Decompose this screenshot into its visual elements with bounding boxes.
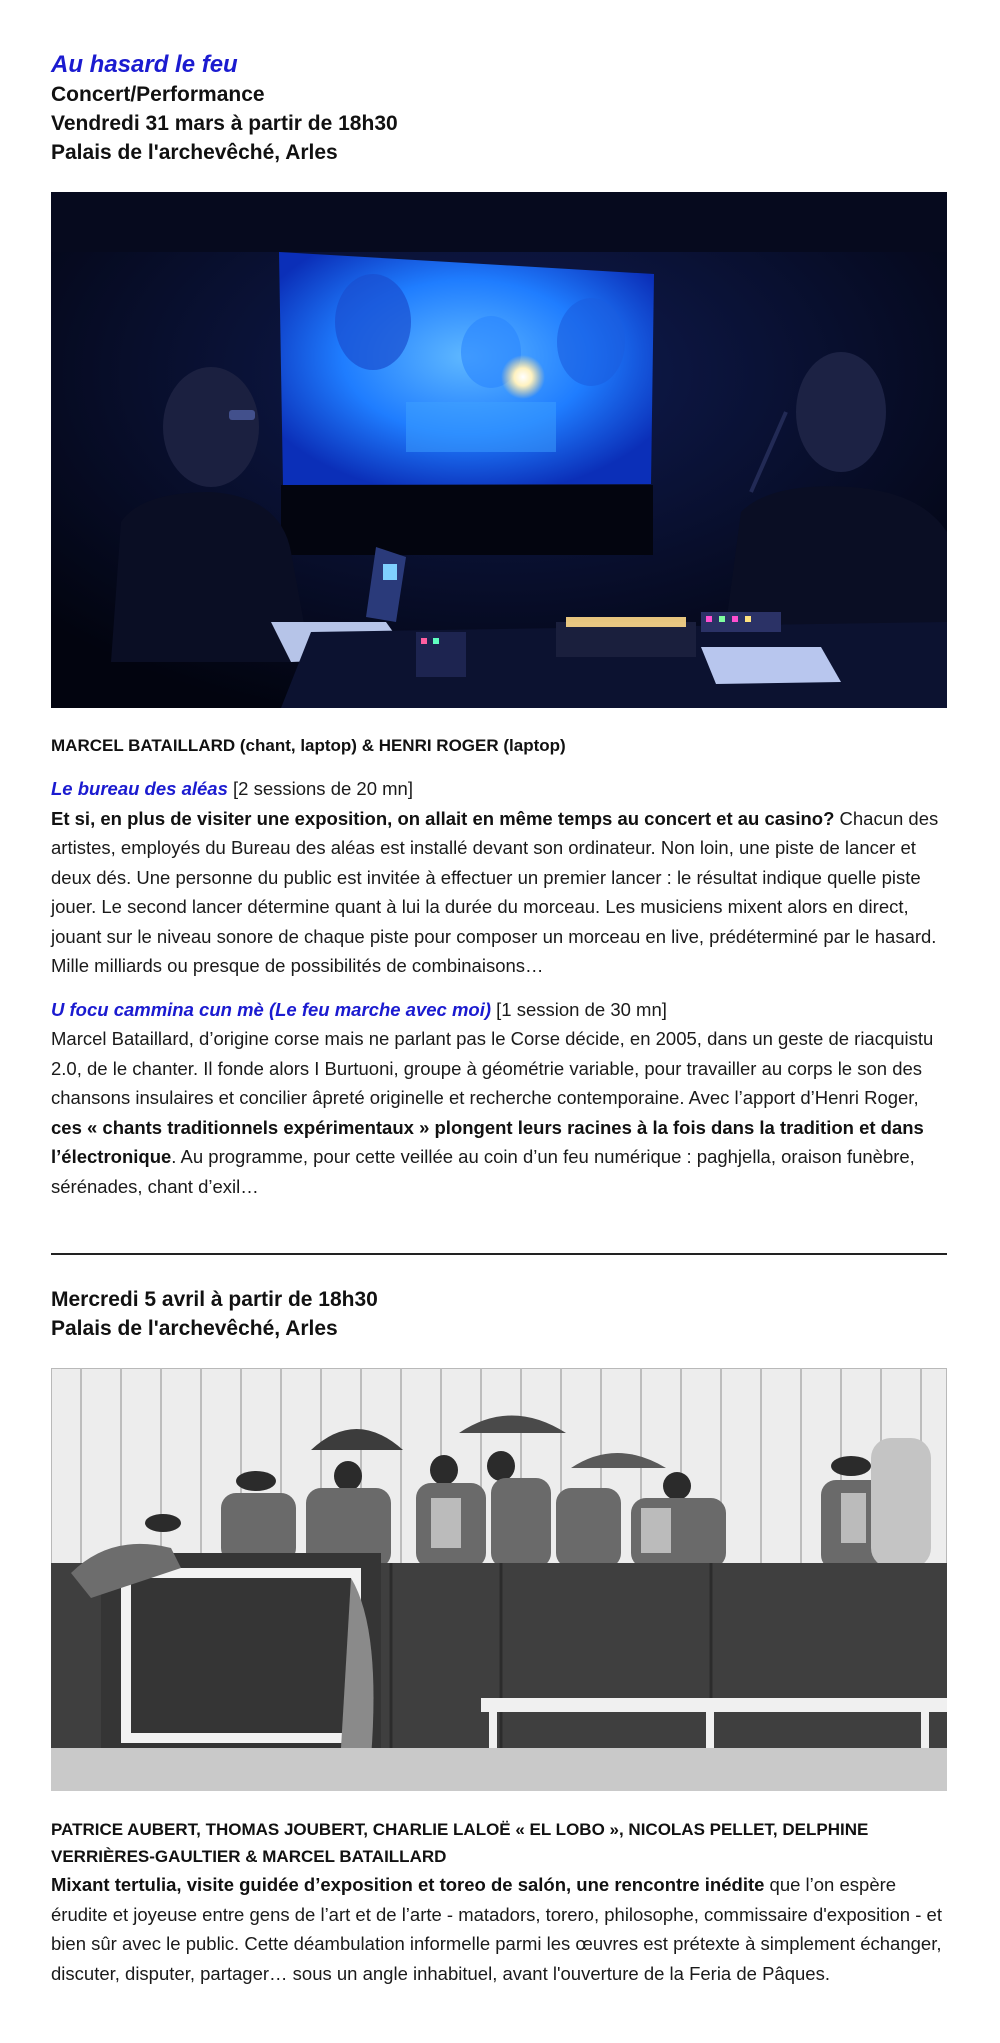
concert-photo <box>51 192 947 708</box>
piece2-title: U focu cammina cun mè (Le feu marche avec moi) <box>51 998 492 1020</box>
program-page <box>51 50 947 1988</box>
event2-body: que l’on espère érudite et joyeuse entre gens de l’art et de l’arte - matadors, torero, philosophe, commissaire d'exposition - et bien sûr avec le public. Cette déambulation informelle parmi les œuvres est prétexte à simplement échanger, discuter, disputer, partager… sous un angle inhabituel, avant l'ouverture de la Feria de Pâques. <box>51 1874 942 1984</box>
piece1-title: Le bureau des aléas <box>51 778 228 799</box>
piece1-paragraph <box>51 774 947 981</box>
event2-lead: Mixant tertulia, visite guidée d’exposition et toreo de salón, une rencontre inédite <box>51 1874 765 1895</box>
piece1-body: Chacun des artistes, employés du Bureau des aléas est installé devant son ordinateur. Non loin, une piste de lancer et deux dés. Une personne du public est invitée à effectuer un premier lancer : le résultat indique quelle piste jouer. Le second lancer détermine quant à lui la durée du morceau. Les musiciens mixent alors en direct, jouant sur le niveau sonore de chaque piste pour composer un morceau en live, prédéterminé par le hasard. Mille milliards ou presque de possibilités de combinaisons… <box>51 807 939 976</box>
piece1-sessions: [2 sessions de 20 mn] <box>227 778 413 799</box>
event1-credit: MARCEL BATAILLARD (chant, laptop) & HENRI ROGER (laptop) <box>51 736 566 755</box>
piece2-body-bold: ces « chants traditionnels expérimentaux » plongent leurs racines à la fois dans la tradition et dans l’électronique <box>51 1116 924 1167</box>
event2-credit: PATRICE AUBERT, THOMAS JOUBERT, CHARLIE LALOË « EL LOBO », NICOLAS PELLET, DELPHINE VERRIÈRES-GAULTIER & MARCEL BATAILLARD <box>51 1820 869 1866</box>
piece2-sessions: [1 session de 30 mn] <box>491 998 667 1020</box>
event1-title: Au hasard le feu <box>51 51 238 78</box>
event1-place: Palais de l'archevêché, Arles <box>51 141 338 164</box>
event2-date: Mercredi 5 avril à partir de 18h30 <box>51 1288 378 1311</box>
event2-place: Palais de l'archevêché, Arles <box>51 1317 338 1340</box>
bullring-photo <box>51 1368 947 1791</box>
section-divider <box>51 1253 947 1255</box>
piece2-body-end: . Au programme, pour cette veillée au coin d’un feu numérique : paghjella, oraison funèbre, sérénades, chant d’exil… <box>51 1146 915 1197</box>
event2-paragraph <box>51 1870 947 1988</box>
piece2-body-start: Marcel Bataillard, d’origine corse mais ne parlant pas le Corse décide, en 2005, dans un geste de riacquistu 2.0, de le chanter. Il fonde alors I Burtuoni, groupe à géométrie variable, pour travailler au corps le son des chansons insulaires et concilier âpreté originelle et recherche contemporaine. Avec l’apport d’Henri Roger, <box>51 1028 934 1108</box>
piece1-lead: Et si, en plus de visiter une exposition, on allait en même temps au concert et au casino? <box>51 807 835 829</box>
piece2-paragraph <box>51 995 947 1202</box>
event1-date: Vendredi 31 mars à partir de 18h30 <box>51 112 398 135</box>
event1-type: Concert/Performance <box>51 83 265 106</box>
